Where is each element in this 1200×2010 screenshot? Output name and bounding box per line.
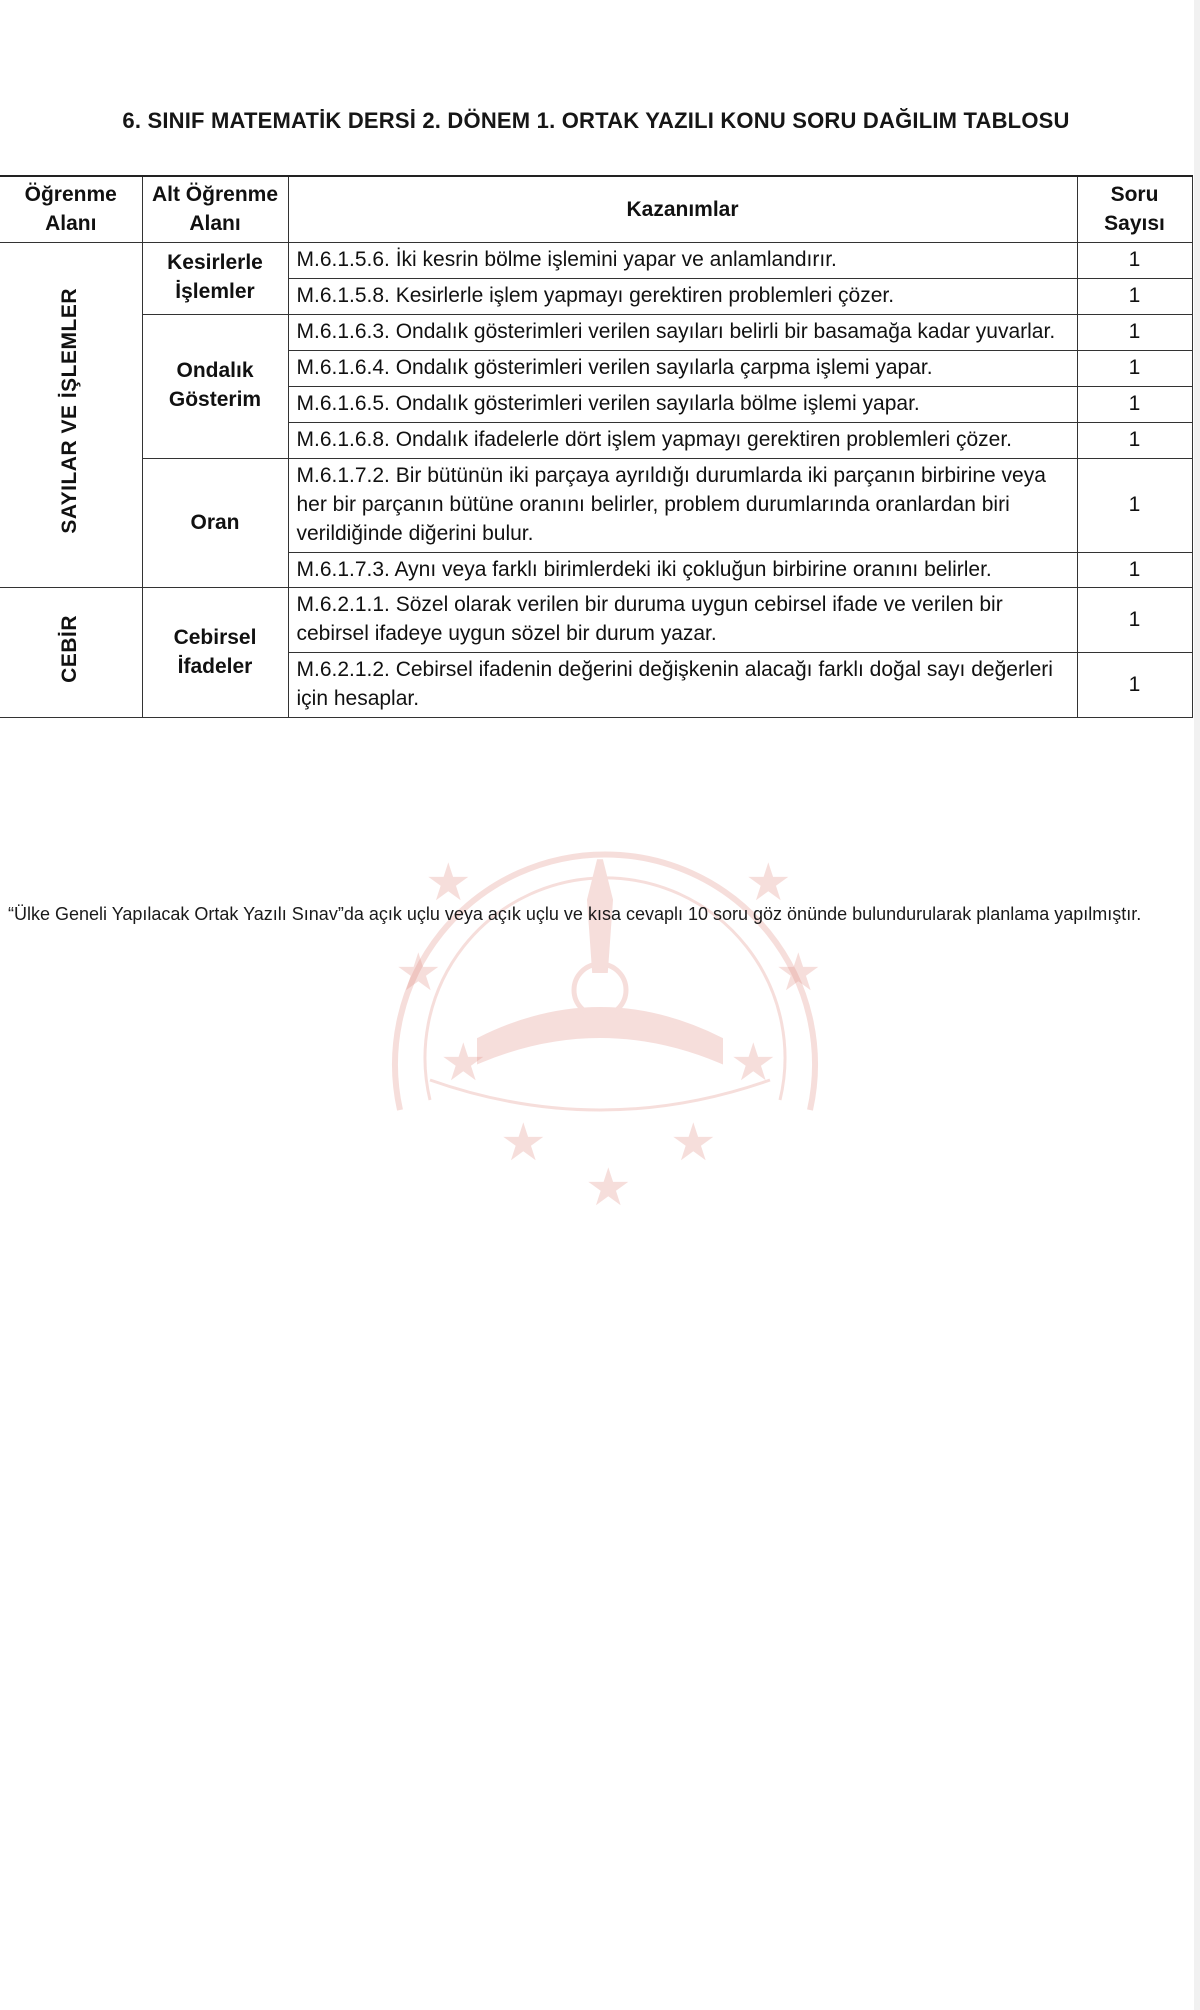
svg-text:★: ★ [440,1033,487,1093]
outcome-cell: M.6.1.6.8. Ondalık ifadelerle dört işlem yapmayı gerektiren problemleri çözer. [288,422,1077,458]
table-row [0,588,1192,653]
table-row [0,242,1192,278]
table-header-row [0,176,1192,242]
learning-area-numbers [0,242,142,588]
count-cell: 1 [1077,588,1192,653]
sub-area-algebraic-expressions: Cebirsel İfadeler [142,588,288,718]
count-cell: 1 [1077,278,1192,314]
outcome-cell: M.6.1.5.6. İki kesrin bölme işlemini yapar ve anlamlandırır. [288,242,1077,278]
svg-text:★: ★ [730,1033,777,1093]
footnote: “Ülke Geneli Yapılacak Ortak Yazılı Sınav”da açık uçlu veya açık uçlu ve kısa cevaplı 10 soru göz önünde bulundurularak planlama yapılmıştır. [8,904,1142,924]
outcome-cell: M.6.1.7.2. Bir bütünün iki parçaya ayrıldığı durumlarda iki parçanın birbirine veya her bir parçanın bütüne oranını belirler, problem durumlarında oranlardan biri verildiğinde diğerini bulur. [288,458,1077,552]
count-cell: 1 [1077,458,1192,552]
svg-text:★: ★ [500,1113,547,1173]
count-cell: 1 [1077,386,1192,422]
svg-text:★: ★ [585,1158,632,1218]
count-cell: 1 [1077,314,1192,350]
table-row [0,314,1192,350]
count-cell: 1 [1077,350,1192,386]
outcome-cell: M.6.1.6.4. Ondalık gösterimleri verilen sayılarla çarpma işlemi yapar. [288,350,1077,386]
outcome-cell: M.6.1.7.3. Aynı veya farklı birimlerdeki iki çokluğun birbirine oranını belirler. [288,552,1077,588]
sub-area-decimals: Ondalık Gösterim [142,314,288,458]
ministry-seal-watermark [250,780,950,1260]
table-row [0,458,1192,552]
svg-text:★: ★ [395,943,442,1003]
outcome-cell: M.6.1.5.8. Kesirlerle işlem yapmayı gerektiren problemleri çözer. [288,278,1077,314]
svg-text:★: ★ [745,853,792,913]
header-outcomes: Kazanımlar [288,176,1077,242]
page-edge-strip [1194,0,1200,2010]
sub-area-ratio: Oran [142,458,288,588]
outcome-cell: M.6.1.6.3. Ondalık gösterimleri verilen sayıları belirli bir basamağa kadar yuvarlar. [288,314,1077,350]
outcome-cell: M.6.2.1.1. Sözel olarak verilen bir duruma uygun cebirsel ifade ve verilen bir cebirsel ifadeye uygun sözel bir durum yazar. [288,588,1077,653]
count-cell: 1 [1077,242,1192,278]
learning-area-label: CEBİR [58,614,82,683]
learning-area-label: SAYILAR VE İŞLEMLER [58,287,82,534]
header-question-count: Soru Sayısı [1077,176,1192,242]
outcome-cell: M.6.1.6.5. Ondalık gösterimleri verilen sayılarla bölme işlemi yapar. [288,386,1077,422]
header-learning-area: Öğrenme Alanı [0,176,142,242]
count-cell: 1 [1077,552,1192,588]
count-cell: 1 [1077,422,1192,458]
svg-text:★: ★ [670,1113,717,1173]
question-distribution-table [0,175,1193,718]
document-title: 6. SINIF MATEMATİK DERSİ 2. DÖNEM 1. ORTAK YAZILI KONU SORU DAĞILIM TABLOSU [122,108,1070,133]
svg-text:★: ★ [775,943,822,1003]
svg-text:★: ★ [425,853,472,913]
sub-area-fractions: Kesirlerle İşlemler [142,242,288,314]
count-cell: 1 [1077,653,1192,718]
header-sub-learning-area: Alt Öğrenme Alanı [142,176,288,242]
outcome-cell: M.6.2.1.2. Cebirsel ifadenin değerini değişkenin alacağı farklı doğal sayı değerleri için hesaplar. [288,653,1077,718]
learning-area-algebra [0,588,142,718]
